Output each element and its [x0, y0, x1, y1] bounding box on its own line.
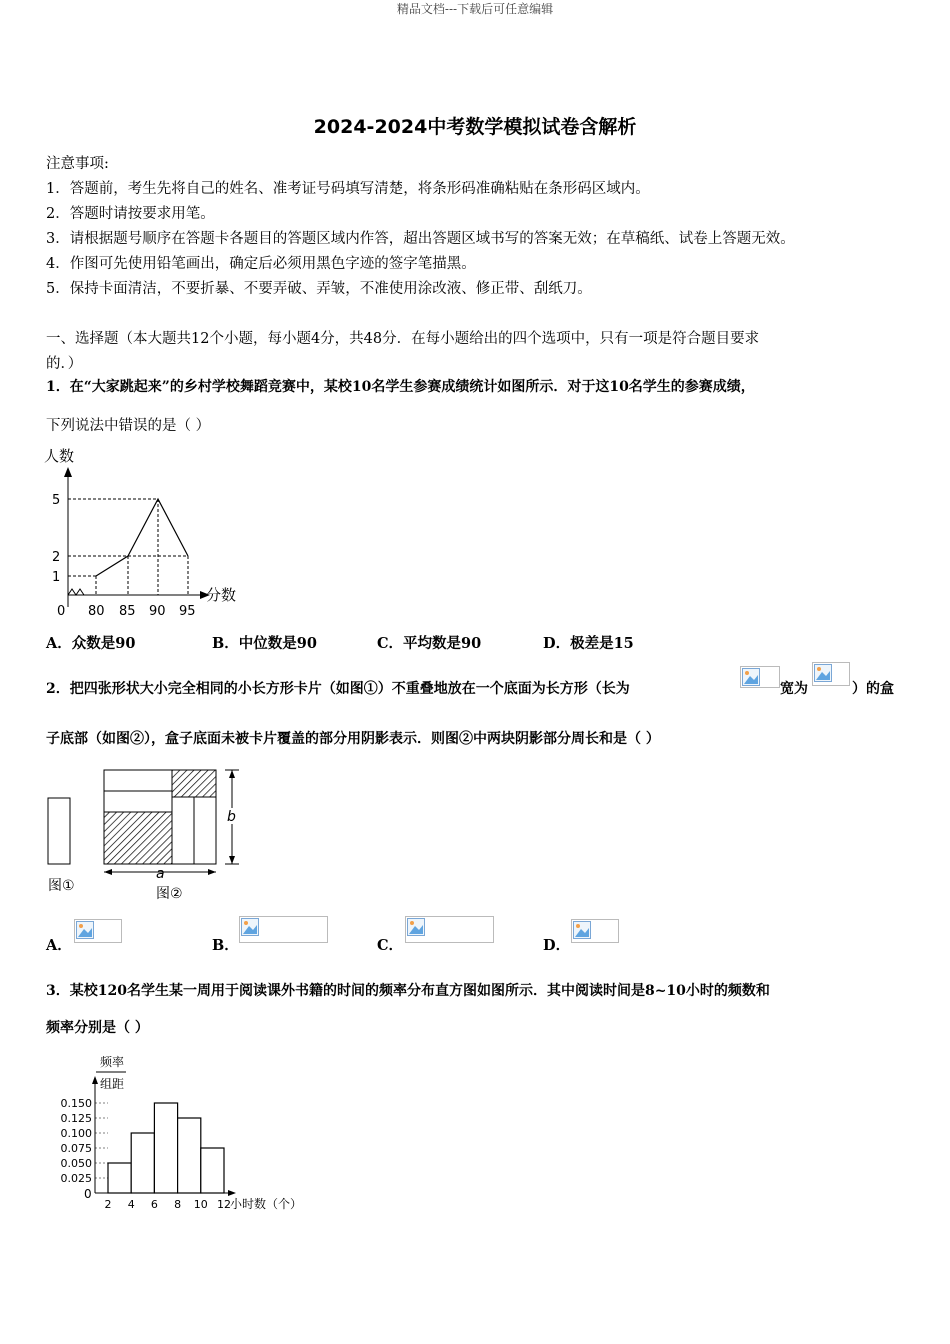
q2-card — [104, 791, 172, 812]
histogram-bar — [178, 1118, 201, 1193]
q2-fig2-label: 图② — [156, 886, 183, 902]
q3-xlabel: 小时数（个） — [230, 1197, 303, 1211]
section-heading-cont: 的．） — [46, 356, 83, 372]
q2-label-b: b — [227, 809, 236, 825]
q1-option-b[interactable]: B．中位数是90 — [212, 635, 317, 652]
q2-card-figure — [48, 798, 70, 864]
x-tick-label: 10 — [193, 1198, 208, 1211]
q1-xtick: 85 — [119, 604, 136, 619]
q3-stem: 3．某校120名学生某一周用于阅读课外书籍的时间的频率分布直方图如图所示．其中阅读时间是8~10小时的频数和 — [46, 983, 770, 999]
notice-item: 5．保持卡面清洁，不要折暴、不要弄破、弄皱，不准使用涂改液、修正带、刮纸刀。 — [46, 281, 592, 297]
q2-card — [104, 770, 172, 791]
histogram-bar — [131, 1133, 154, 1193]
histogram-bar — [201, 1148, 224, 1193]
broken-image-icon — [74, 919, 122, 943]
y-tick-label: 0.125 — [60, 1112, 92, 1125]
y-tick-label: 0.050 — [60, 1157, 92, 1170]
q2-fig1-label: 图① — [48, 878, 75, 894]
broken-image-icon — [239, 916, 328, 943]
q2-arrowhead — [208, 869, 216, 875]
q2-option-a[interactable]: A． — [46, 937, 72, 954]
q2-card — [172, 797, 194, 864]
q2-stem-b: 宽为 — [780, 681, 808, 697]
q2-figures — [44, 764, 244, 904]
x-tick-label: 6 — [150, 1198, 158, 1211]
q2-shaded-region — [172, 770, 216, 797]
q1-option-c[interactable]: C．平均数是90 — [377, 635, 482, 652]
q1-xtick: 80 — [88, 604, 105, 619]
q1-axis-break — [68, 589, 84, 595]
notice-item: 1．答题前，考生先将自己的姓名、准考证号码填写清楚，将条形码准确粘贴在条形码区域内。 — [46, 181, 650, 197]
q2-option-b[interactable]: B． — [212, 937, 239, 954]
q1-ylabel: 人数 — [44, 447, 75, 465]
x-tick-label: 8 — [174, 1198, 182, 1211]
section-heading: 一、选择题（本大题共12个小题，每小题4分，共48分．在每小题给出的四个选项中，只有一项是符合题目要求 — [46, 331, 760, 347]
q1-line-chart — [44, 443, 244, 621]
q1-xtick: 95 — [179, 604, 196, 619]
q1-guides — [68, 499, 188, 595]
q3-ylabel-bottom: 组距 — [100, 1077, 125, 1091]
page-header: 精品文档---下载后可任意编辑 — [396, 2, 554, 16]
q3-x-arrow — [228, 1190, 236, 1196]
q3-histogram — [46, 1050, 326, 1220]
q2-arrowhead — [229, 856, 235, 864]
y-tick-label: 0.075 — [60, 1142, 92, 1155]
broken-image-icon — [812, 662, 850, 686]
q1-ytick: 1 — [52, 570, 61, 585]
notice-item: 2．答题时请按要求用笔。 — [46, 206, 215, 222]
histogram-bar — [108, 1163, 131, 1193]
q2-card — [194, 797, 216, 864]
q2-shaded-region — [104, 812, 172, 864]
histogram-bar — [154, 1103, 177, 1193]
q3-origin: 0 — [84, 1187, 92, 1201]
q1-option-d[interactable]: D．极差是15 — [543, 635, 634, 652]
notice-item: 4．作图可先使用铅笔画出，确定后必须用黑色字迹的签字笔描黑。 — [46, 256, 476, 272]
broken-image-icon — [571, 919, 619, 943]
broken-image-icon — [740, 666, 780, 688]
q1-stem: 1．在“大家跳起来”的乡村学校舞蹈竞赛中，某校10名学生参赛成绩统计如图所示．对于这10名学生的参赛成绩， — [46, 379, 755, 395]
q2-option-d[interactable]: D． — [543, 937, 571, 954]
notice-heading: 注意事项: — [46, 156, 109, 172]
q1-xtick: 90 — [149, 604, 166, 619]
x-tick-label: 2 — [104, 1198, 112, 1211]
q2-arrowhead — [104, 869, 112, 875]
q1-option-a[interactable]: A．众数是90 — [46, 635, 136, 652]
q2-label-a: a — [156, 866, 165, 882]
q1-series-line — [96, 499, 188, 576]
x-tick-label: 12 — [217, 1198, 231, 1211]
notice-item: 3．请根据题号顺序在答题卡各题目的答题区域内作答，超出答题区域书写的答案无效；在草稿纸、试卷上答题无效。 — [46, 231, 795, 247]
page-title: 2024-2024中考数学模拟试卷含解析 — [313, 116, 637, 138]
q3-ylabel-top: 频率 — [100, 1055, 125, 1069]
q2-stem-c: ）的盒 — [852, 681, 894, 697]
q2-option-c[interactable]: C． — [377, 937, 404, 954]
q1-xlabel: 分数 — [206, 586, 237, 604]
y-tick-label: 0.100 — [60, 1127, 92, 1140]
q2-stem-a: 2．把四张形状大小完全相同的小长方形卡片（如图①）不重叠地放在一个底面为长方形（长为 — [46, 681, 630, 697]
y-tick-label: 0.150 — [60, 1097, 92, 1110]
q1-ytick: 2 — [52, 550, 61, 565]
q1-y-arrow — [64, 467, 72, 477]
q1-ytick: 5 — [52, 493, 61, 508]
q1-origin: 0 — [57, 604, 66, 619]
broken-image-icon — [405, 916, 494, 943]
q2-stem-cont: 子底部（如图②），盒子底面未被卡片覆盖的部分用阴影表示．则图②中两块阴影部分周长和是（ ） — [46, 731, 660, 747]
q2-arrowhead — [229, 770, 235, 778]
q3-y-arrow — [92, 1076, 98, 1084]
x-tick-label: 4 — [127, 1198, 135, 1211]
q3-stem-cont: 频率分别是（ ） — [46, 1020, 149, 1036]
y-tick-label: 0.025 — [60, 1172, 92, 1185]
q1-stem-cont: 下列说法中错误的是（ ） — [46, 418, 211, 434]
